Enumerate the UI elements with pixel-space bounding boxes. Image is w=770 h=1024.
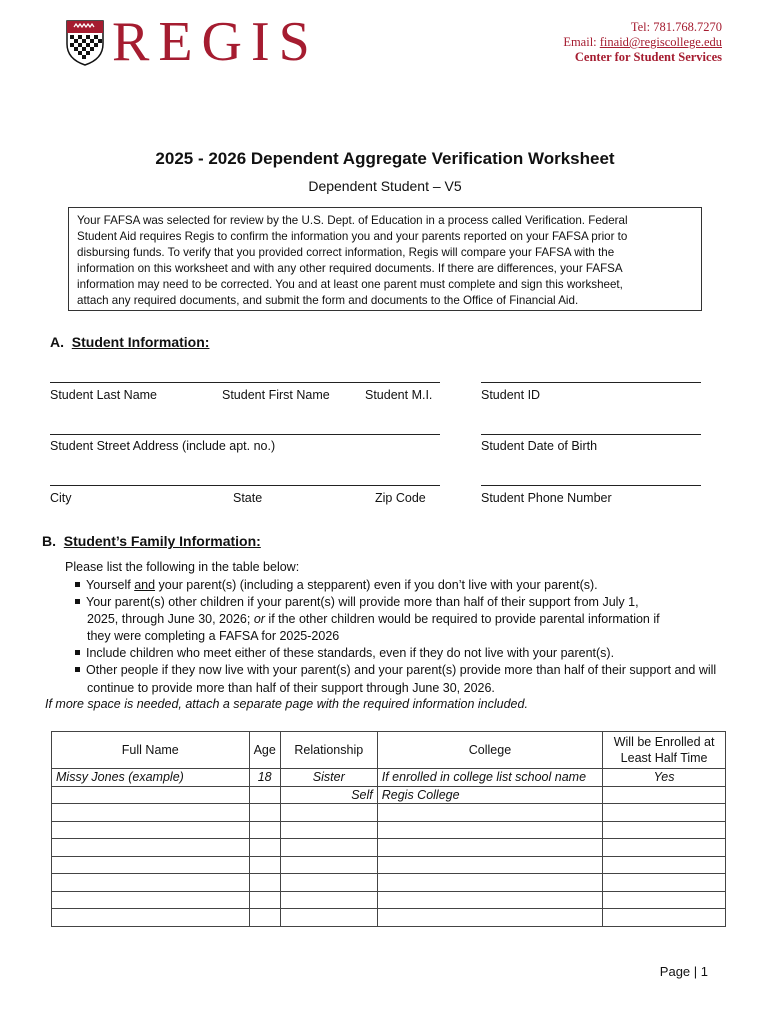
header-enrolled: Will be Enrolled at Least Half Time <box>603 732 726 769</box>
cell-example-age: 18 <box>249 769 280 787</box>
contact-block <box>563 20 722 65</box>
label-zip: Zip Code <box>375 491 426 505</box>
cell-input[interactable] <box>249 786 280 804</box>
cell-input[interactable] <box>603 786 726 804</box>
table-row[interactable] <box>52 856 726 874</box>
cell-example-college: If enrolled in college list school name <box>377 769 602 787</box>
page-subtitle: Dependent Student – V5 <box>308 178 462 194</box>
label-phone: Student Phone Number <box>481 491 612 505</box>
field-line-address[interactable] <box>50 434 440 435</box>
bullet-item: Yourself and your parent(s) (including a stepparent) even if you don’t live with your parent(s). <box>75 577 598 595</box>
bullet-continuation: continue to provide more than half of their support through June 30, 2026. <box>87 681 495 695</box>
contact-phone: Tel: 781.768.7270 <box>630 20 722 34</box>
intro-line: information may need to be corrected. You and at least one parent must complete and sign this worksheet, <box>77 278 623 291</box>
regis-wordmark: REGIS <box>112 11 319 73</box>
section-b-note: If more space is needed, attach a separate page with the required information included. <box>45 697 528 711</box>
section-b-intro: Please list the following in the table below: <box>65 560 300 574</box>
cell-example-name: Missy Jones (example) <box>52 769 250 787</box>
office-name: Center for Student Services <box>574 50 722 64</box>
cell-example-relationship: Sister <box>280 769 377 787</box>
regis-shield-logo <box>66 20 104 66</box>
section-b-heading <box>42 533 261 549</box>
section-a-heading <box>50 334 209 350</box>
header-relationship: Relationship <box>280 732 377 769</box>
intro-line: Your FAFSA was selected for review by the U.S. Dept. of Education in a process called Verification. Federal <box>77 214 628 227</box>
label-city: City <box>50 491 72 505</box>
contact-email-line <box>563 35 722 50</box>
label-dob: Student Date of Birth <box>481 439 598 453</box>
table-row[interactable] <box>52 804 726 822</box>
email-label: Email: <box>563 35 600 49</box>
label-state: State <box>233 491 263 505</box>
section-a-letter: A. <box>50 334 64 350</box>
label-mi: Student M.I. <box>365 388 433 402</box>
cell-input[interactable] <box>52 786 250 804</box>
bullet-item: Your parent(s) other children if your parent(s) will provide more than half of their support from July 1, <box>75 594 639 612</box>
intro-line: information on this worksheet and with any other required documents. If there are differences, your FAFSA <box>77 262 623 275</box>
bullet-square-icon <box>75 667 80 672</box>
table-row[interactable] <box>52 839 726 857</box>
header-full-name: Full Name <box>52 732 250 769</box>
table-row-example <box>52 769 726 787</box>
field-line-student-id[interactable] <box>481 382 701 383</box>
section-a-title: Student Information: <box>71 334 210 350</box>
page-title: 2025 - 2026 Dependent Aggregate Verification Worksheet <box>155 149 615 168</box>
section-b-title: Student’s Family Information: <box>63 533 261 549</box>
bullet-item: Include children who meet either of these standards, even if they do not live with your parent(s). <box>75 645 614 663</box>
field-line-phone[interactable] <box>481 485 701 486</box>
bullet-continuation: they were completing a FAFSA for 2025-2026 <box>87 629 340 643</box>
header-college: College <box>377 732 602 769</box>
field-line-city-state-zip[interactable] <box>50 485 440 486</box>
cell-self-relationship: Self <box>280 786 377 804</box>
intro-line: Student Aid requires Regis to confirm the information you and your parents reported on your FAFSA prior to <box>77 230 628 243</box>
label-address: Student Street Address (include apt. no.) <box>50 439 276 453</box>
bullet-square-icon <box>75 582 80 587</box>
cell-example-enrolled: Yes <box>603 769 726 787</box>
intro-box <box>68 207 702 311</box>
table-header-row <box>52 732 726 769</box>
intro-line: disbursing funds. To verify that you provided correct information, Regis will compare your FAFSA with the <box>77 246 615 259</box>
table-row[interactable] <box>52 821 726 839</box>
label-student-id: Student ID <box>481 388 541 402</box>
email-link[interactable]: finaid@regiscollege.edu <box>599 35 722 49</box>
label-last-name: Student Last Name <box>50 388 158 402</box>
label-first-name: Student First Name <box>222 388 330 402</box>
table-row[interactable] <box>52 891 726 909</box>
bullet-square-icon <box>75 599 80 604</box>
table-row[interactable] <box>52 874 726 892</box>
cell-self-college: Regis College <box>377 786 602 804</box>
header-age: Age <box>249 732 280 769</box>
page-number: Page | 1 <box>659 964 708 979</box>
field-line-name[interactable] <box>50 382 440 383</box>
intro-line: attach any required documents, and submit the form and documents to the Office of Financial Aid. <box>77 294 579 307</box>
section-b-letter: B. <box>42 533 56 549</box>
bullet-item: Other people if they now live with your parent(s) and your parent(s) provide more than half of their support and will <box>75 662 716 680</box>
bullet-square-icon <box>75 650 80 655</box>
table-row-self <box>52 786 726 804</box>
bullet-continuation: 2025, through June 30, 2026; or if the other children would be required to provide parental information if <box>87 612 660 626</box>
family-table <box>51 731 726 927</box>
field-line-dob[interactable] <box>481 434 701 435</box>
table-row[interactable] <box>52 909 726 927</box>
